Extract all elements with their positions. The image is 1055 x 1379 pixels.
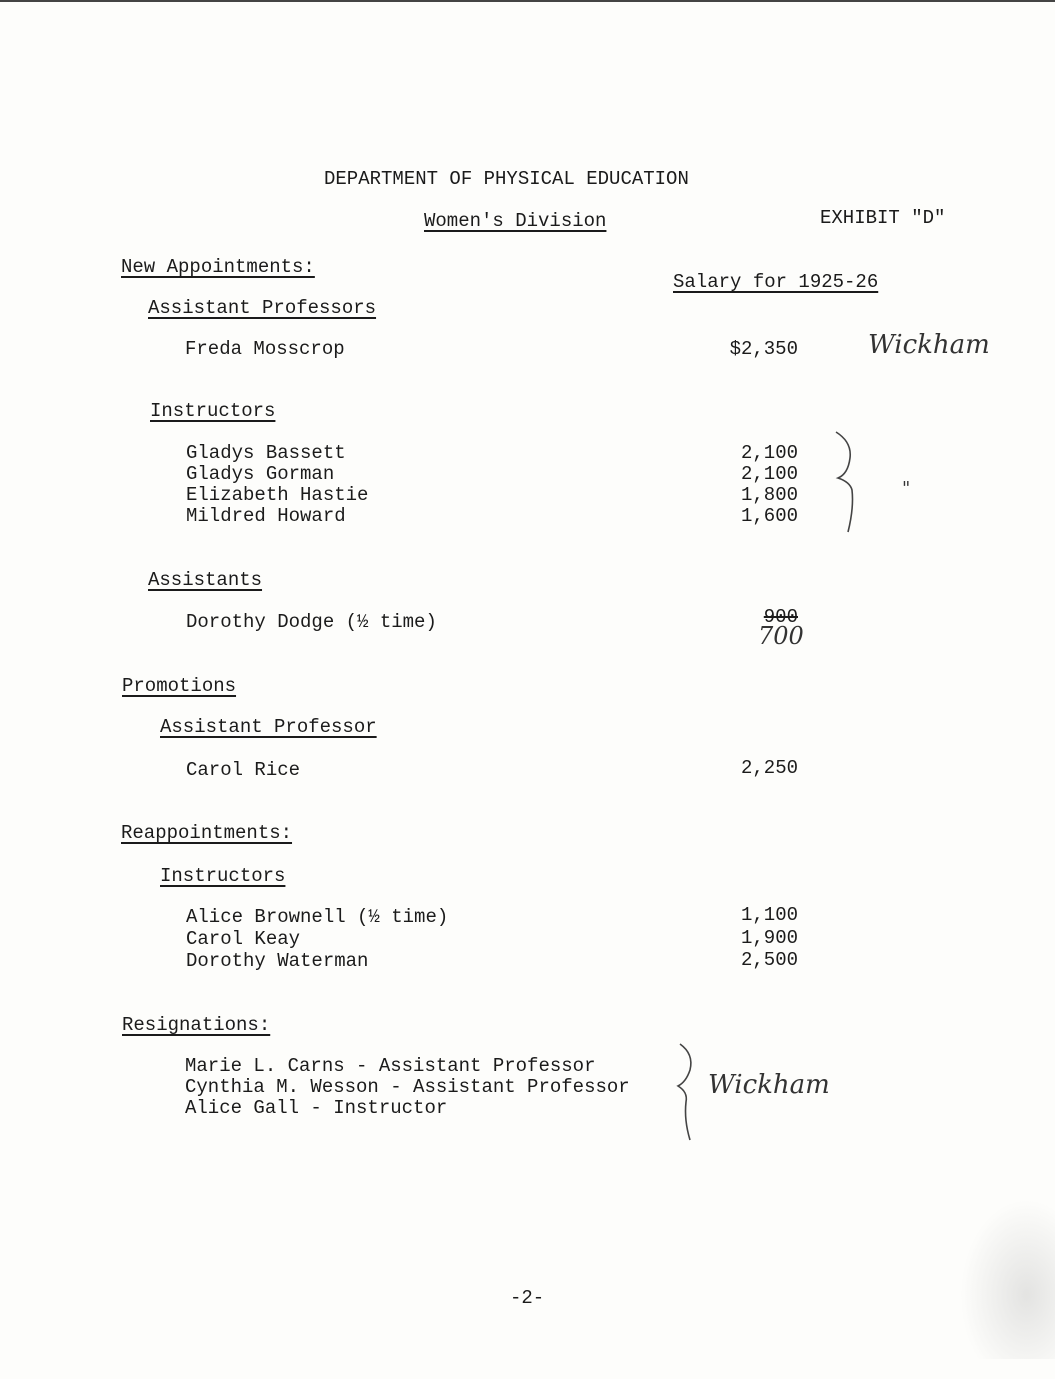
handwritten-note-resignations: Wickham [708, 1070, 830, 1100]
promotions-heading: Promotions [122, 675, 237, 697]
exhibit-label: EXHIBIT "D" [820, 207, 946, 229]
division-title: Women's Division [424, 210, 607, 232]
appointee-name: Freda Mosscrop [185, 338, 345, 360]
assistants-heading: Assistants [148, 569, 263, 591]
reappointee-salary: 1,900 [740, 927, 798, 949]
handwritten-ditto-mark: " [902, 478, 911, 499]
assistant-professors-heading: Assistant Professors [148, 297, 377, 319]
appointee-salary: $2,350 [729, 338, 798, 360]
instructor-salary: 2,100 [740, 442, 798, 464]
promotion-salary: 2,250 [740, 757, 798, 779]
handwritten-brace-instructors [830, 428, 870, 538]
instructor-name: Elizabeth Hastie [186, 484, 369, 506]
page-edge [0, 0, 1055, 2]
reappointee-name: Dorothy Waterman [186, 950, 369, 972]
instructor-salary: 1,600 [740, 505, 798, 527]
assistant-salary-handwritten: 700 [758, 622, 804, 650]
handwritten-brace-resignations [672, 1040, 706, 1144]
instructor-name: Gladys Gorman [186, 463, 335, 485]
reappointee-name: Carol Keay [186, 928, 301, 950]
instructor-salary: 1,800 [740, 484, 798, 506]
resignation-entry: Marie L. Carns - Assistant Professor [185, 1055, 596, 1077]
department-title: DEPARTMENT OF PHYSICAL EDUCATION [324, 168, 689, 190]
assistant-name: Dorothy Dodge (½ time) [186, 611, 437, 633]
reappointment-instructors-heading: Instructors [160, 865, 286, 887]
reappointee-salary: 1,100 [740, 904, 798, 926]
new-appointments-heading: New Appointments: [121, 256, 315, 278]
instructor-name: Mildred Howard [186, 505, 346, 527]
reappointee-name: Alice Brownell (½ time) [186, 906, 449, 928]
reappointments-heading: Reappointments: [121, 822, 293, 844]
handwritten-note-mosscrop: Wickham [868, 330, 990, 360]
instructors-heading: Instructors [150, 400, 276, 422]
instructor-salary: 2,100 [740, 463, 798, 485]
resignation-entry: Cynthia M. Wesson - Assistant Professor [185, 1076, 630, 1098]
promotion-assistant-professor-heading: Assistant Professor [160, 716, 377, 738]
assistant-salary-struck: 900 [763, 606, 798, 628]
reappointee-salary: 2,500 [740, 949, 798, 971]
resignation-entry: Alice Gall - Instructor [185, 1097, 448, 1119]
salary-column-heading: Salary for 1925-26 [673, 271, 879, 293]
instructor-name: Gladys Bassett [186, 442, 346, 464]
page-number: -2- [510, 1287, 545, 1309]
promotion-name: Carol Rice [186, 759, 301, 781]
resignations-heading: Resignations: [122, 1014, 271, 1036]
scan-smudge [960, 1199, 1055, 1359]
